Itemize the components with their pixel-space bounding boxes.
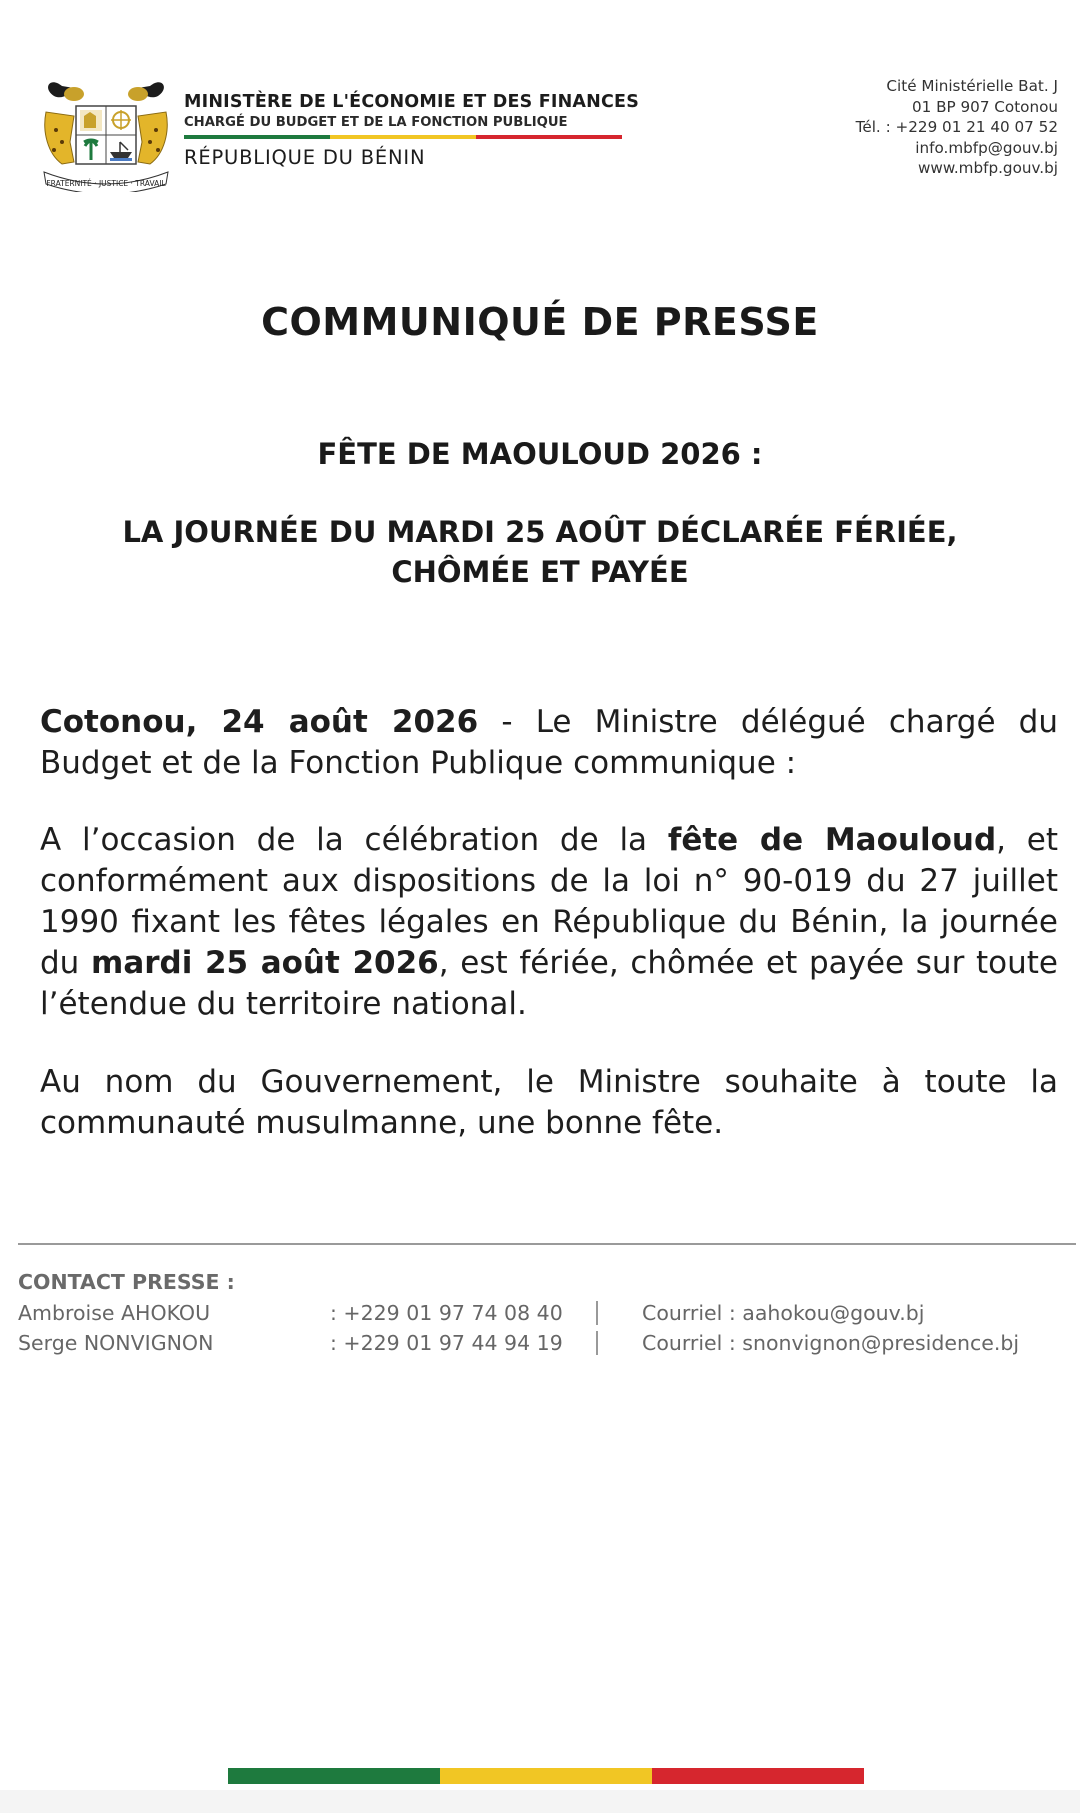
ministry-name: MINISTÈRE DE L'ÉCONOMIE ET DES FINANCES: [184, 92, 640, 112]
contact-title: CONTACT PRESSE :: [18, 1270, 235, 1294]
contact-phone[interactable]: : +229 01 97 44 94 19: [330, 1331, 563, 1355]
phone-line: Tél. : +229 01 21 40 07 52: [855, 118, 1058, 136]
contact-name: Ambroise AHOKOU: [18, 1301, 211, 1325]
subtitle-announcement: LA JOURNÉE DU MARDI 25 AOÛT DÉCLARÉE FÉRIÉE, CHÔMÉE ET PAYÉE: [122, 515, 958, 589]
contact-email[interactable]: Courriel : snonvignon@presidence.bj: [642, 1331, 1020, 1355]
benin-coat-of-arms-icon: [40, 72, 172, 192]
divider: [18, 1243, 1076, 1245]
highlight-event: fête de Maouloud: [667, 822, 997, 858]
svg-text:FRATERNITÉ · JUSTICE · TRAVAIL: FRATERNITÉ · JUSTICE · TRAVAIL: [46, 179, 166, 188]
address-line: Cité Ministérielle Bat. J: [886, 77, 1058, 95]
dateline: Cotonou, 24 août 2026: [40, 704, 479, 740]
ministry-subtitle: CHARGÉ DU BUDGET ET DE LA FONCTION PUBLIQUE: [184, 115, 568, 130]
subtitle-event: FÊTE DE MAOULOUD 2026 :: [317, 437, 763, 471]
country-name: RÉPUBLIQUE DU BÉNIN: [184, 146, 426, 169]
flag-stripe: [184, 135, 622, 139]
contact-name: Serge NONVIGNON: [18, 1331, 214, 1355]
highlight-date: mardi 25 août 2026: [91, 945, 439, 981]
page-title: COMMUNIQUÉ DE PRESSE: [261, 300, 819, 344]
separator: [596, 1331, 598, 1355]
paragraph-intro: Cotonou, 24 août 2026 - Le Ministre délégué chargé du Budget et de la Fonction Publique communique :: [40, 704, 1059, 781]
email-link[interactable]: info.mbfp@gouv.bj: [915, 138, 1058, 157]
contact-email[interactable]: Courriel : aahokou@gouv.bj: [642, 1301, 925, 1325]
ministry-block: [184, 92, 640, 169]
ministry-address: [856, 76, 1058, 179]
paragraph-wishes: Au nom du Gouvernement, le Ministre souhaite à toute la communauté musulmanne, une bonne fête.: [40, 1064, 1058, 1141]
footer-flag-bar: [228, 1768, 864, 1784]
paragraph-decree: A l’occasion de la célébration de la fête de Maouloud, et conformément aux dispositions de la loi n° 90-019 du 27 juillet 1990 fixant les fêtes légales en République du Bénin, la journée du mardi 25 août 2026, est fériée, chômée et payée sur toute l’étendue du territoire national.: [40, 822, 1059, 1022]
address-line: 01 BP 907 Cotonou: [911, 97, 1058, 116]
separator: [596, 1301, 598, 1325]
website-link[interactable]: www.mbfp.gouv.bj: [917, 159, 1058, 177]
contact-phone[interactable]: : +229 01 97 74 08 40: [330, 1301, 563, 1325]
bottom-edge: [0, 1790, 1080, 1813]
